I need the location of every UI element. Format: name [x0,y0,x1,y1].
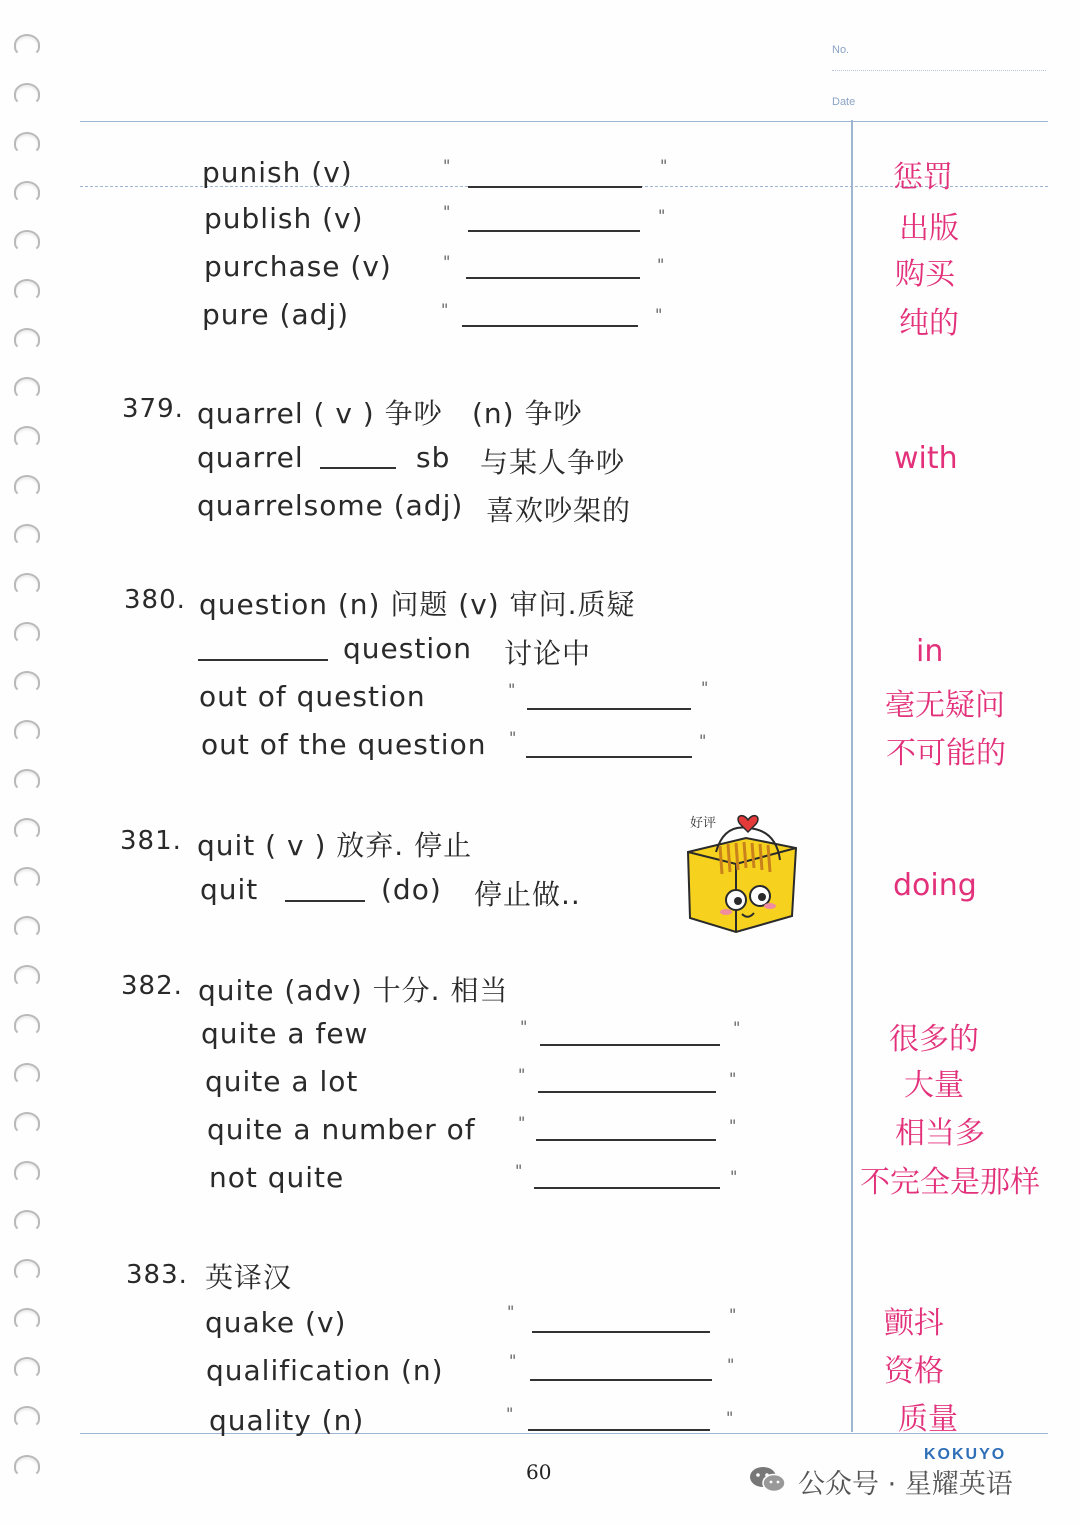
no-label: No. [832,44,850,56]
answer-blank [462,325,638,327]
entry-headline: quite (adv) 十分. 相当 [198,974,509,1007]
quote-mark: " [658,206,666,225]
quote-mark: " [518,1113,526,1132]
entry-number: 379. [122,394,184,424]
quote-mark: " [443,156,451,175]
quote-mark: " [515,1161,523,1180]
answer-text: 很多的 [889,1022,979,1057]
vocab-word: quake (v) [205,1306,347,1339]
quote-mark: " [729,1116,737,1135]
vocab-meaning: 停止做.. [474,878,581,911]
vocab-word: out of question [199,680,426,713]
entry-number: 380. [124,585,186,615]
quote-mark: " [727,1355,735,1374]
vocab-word: not quite [209,1161,345,1194]
vocab-word: question [343,632,472,665]
ring [14,34,40,56]
vocab-word: quite a lot [205,1065,359,1098]
vocab-word: publish (v) [204,202,364,235]
ring [14,965,40,987]
answer-text: 出版 [899,211,959,246]
answer-text: 惩罚 [893,160,953,195]
answer-blank [468,186,642,188]
answer-blank [538,1091,716,1093]
answer-text: 不可能的 [886,736,1006,771]
ring [14,573,40,595]
answer-blank [527,708,691,710]
ring [14,132,40,154]
date-label: Date [832,96,856,108]
quote-mark: " [509,1351,517,1370]
vocab-word: out of the question [201,728,487,761]
answer-blank [285,900,365,902]
quote-mark: " [441,300,449,319]
vocab-meaning: 与某人争吵 [480,446,626,479]
quote-mark: " [699,731,707,750]
wechat-icon [748,1464,788,1494]
quote-mark: " [726,1408,734,1427]
ring [14,1455,40,1477]
ring [14,475,40,497]
ring [14,1259,40,1281]
vocab-form: (do) [381,873,442,906]
quote-mark: " [518,1065,526,1084]
quote-mark: " [730,1167,738,1186]
ring [14,524,40,546]
ring [14,426,40,448]
ring [14,377,40,399]
ring [14,916,40,938]
watermark-text: 公众号 · 星耀英语 [798,1469,1013,1500]
top-rule [80,121,1048,122]
answer-text: 颤抖 [884,1306,944,1341]
quote-mark: " [509,728,517,747]
no-line [832,70,1046,71]
answer-blank [466,277,640,279]
answer-text: with [894,441,958,476]
entry-number: 383. [126,1260,188,1290]
answer-text: 资格 [884,1354,944,1389]
ring [14,818,40,840]
answer-blank [534,1187,720,1189]
quote-mark: " [660,156,668,175]
vocab-word: quite a few [201,1017,369,1050]
quote-mark: " [443,252,451,271]
answer-column-divider [851,120,853,1432]
answer-text: in [916,634,944,669]
ring [14,720,40,742]
vocab-object: sb [416,441,451,474]
quote-mark: " [733,1018,741,1037]
vocab-meaning: 喜欢吵架的 [486,494,632,527]
brand-logo: KOKUYO [924,1446,1007,1463]
answer-text: 购买 [895,257,955,292]
entry-headline: quit ( v ) 放弃. 停止 [197,829,473,862]
answer-text: 大量 [904,1068,964,1103]
quote-mark: " [729,1069,737,1088]
quote-mark: " [729,1305,737,1324]
answer-blank [536,1139,716,1141]
answer-blank [320,467,396,469]
vocab-meaning: 讨论中 [504,637,592,670]
answer-blank [530,1379,712,1381]
answer-blank [198,659,328,661]
quote-mark: " [506,1404,514,1423]
ring [14,181,40,203]
answer-blank [528,1429,710,1431]
vocab-word: pure (adj) [202,298,350,331]
ring [14,867,40,889]
sticker-label: 好评 [690,816,717,831]
ring [14,83,40,105]
ring [14,769,40,791]
ring [14,622,40,644]
vocab-word: quite a number of [207,1113,476,1146]
vocab-word: qualification (n) [206,1354,444,1387]
vocab-word: quarrelsome (adj) [197,489,464,522]
entry-headline: question (n) 问题 (v) 审问.质疑 [199,588,636,621]
quote-mark: " [443,202,451,221]
entry-number: 382. [121,971,183,1001]
entry-noun-meaning: (n) 争吵 [472,397,583,430]
ring [14,1210,40,1232]
quote-mark: " [520,1017,528,1036]
ring [14,1014,40,1036]
ring [14,1112,40,1134]
quote-mark: " [657,255,665,274]
quote-mark: " [655,305,663,324]
vocab-word: quit [200,873,259,906]
answer-blank [532,1331,710,1333]
ring [14,1308,40,1330]
vocab-word: quarrel [197,441,304,474]
answer-blank [540,1044,720,1046]
vocab-word: quality (n) [209,1404,365,1437]
page-number: 60 [526,1460,552,1484]
ring [14,1406,40,1428]
answer-text: 相当多 [895,1116,985,1151]
entry-headline: 英译汉 [205,1261,293,1294]
quote-mark: " [701,678,709,697]
answer-text: doing [893,868,977,903]
ring [14,279,40,301]
ring [14,230,40,252]
quote-mark: " [508,680,516,699]
entry-headline: quarrel ( v ) 争吵 [197,397,443,430]
answer-text: 不完全是那样 [860,1165,1040,1200]
ring [14,328,40,350]
vocab-word: purchase (v) [204,250,392,283]
ring [14,671,40,693]
ring [14,1161,40,1183]
entry-number: 381. [120,826,182,856]
ring [14,1063,40,1085]
answer-blank [468,230,640,232]
ring [14,1357,40,1379]
vocab-word: punish (v) [202,156,353,189]
answer-text: 质量 [898,1402,958,1437]
quote-mark: " [507,1302,515,1321]
answer-text: 纯的 [899,306,959,341]
answer-blank [526,756,692,758]
answer-text: 毫无疑问 [885,688,1005,723]
